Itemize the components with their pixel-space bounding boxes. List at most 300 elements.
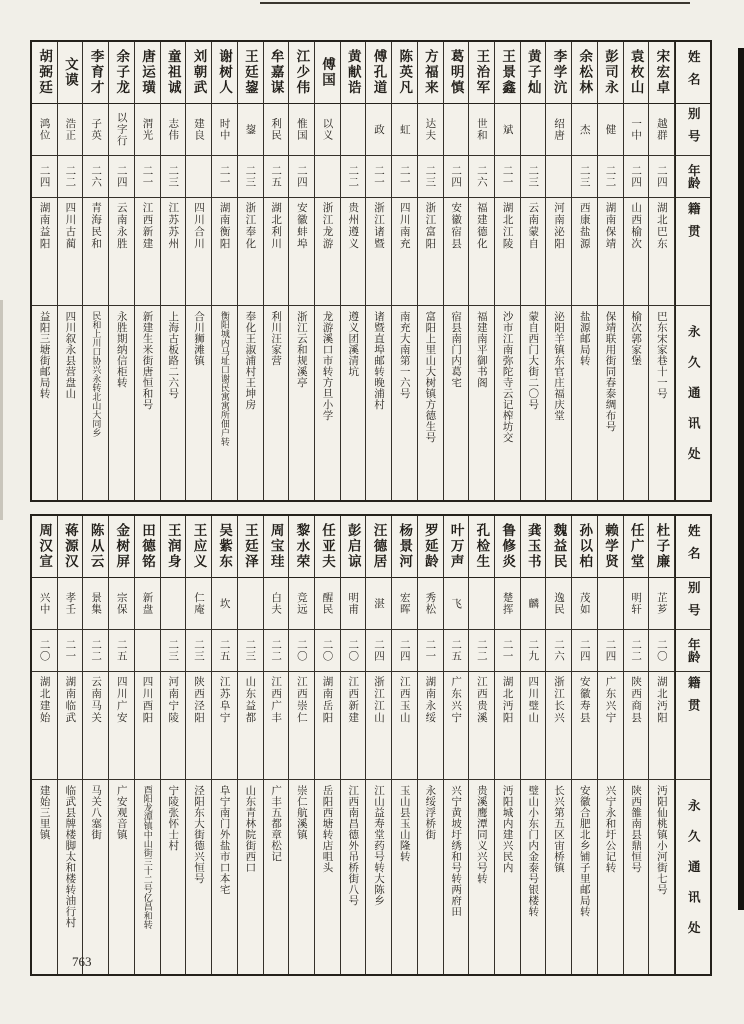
person-alias: 鋆 [244, 123, 257, 136]
person-address: 璧山小东门内金泰号银楼转 [527, 785, 540, 917]
person-age: 二六 [90, 165, 103, 188]
person-name: 周宝珪 [268, 523, 284, 570]
person-name: 鲁修炎 [500, 523, 516, 570]
person-alias: 一中 [630, 118, 643, 141]
header-address-label: 永久通讯处 [686, 799, 701, 952]
header-name-label: 姓名 [686, 524, 701, 569]
person-address: 兴宁永和圩公记转 [604, 785, 617, 873]
person-column [83, 42, 109, 500]
person-alias: 宏晖 [398, 592, 411, 615]
person-alias: 绍唐 [553, 118, 566, 141]
person-name: 余子龙 [114, 49, 130, 96]
person-alias: 仁庵 [192, 592, 205, 615]
person-address: 浙江云和规溪亭 [295, 311, 308, 388]
person-address: 新建生米街唐恒和号 [141, 311, 154, 410]
person-alias: 逸民 [553, 592, 566, 615]
person-address: 江山益寿堂药号转大陈乡 [372, 785, 385, 906]
person-native: 湖北巴东 [655, 202, 668, 250]
person-native: 安徽寿县 [578, 676, 591, 724]
person-alias: 茂如 [578, 592, 591, 615]
person-column [366, 42, 392, 500]
person-address: 四川叙永县营盘山 [64, 311, 77, 399]
person-alias: 浩正 [64, 118, 77, 141]
person-age: 二二 [347, 165, 360, 188]
person-native: 湖北沔阳 [501, 676, 514, 724]
person-column [135, 516, 161, 974]
person-column [366, 516, 392, 974]
person-native: 福建德化 [475, 202, 488, 250]
person-alias: 湛 [372, 597, 385, 610]
person-age: 二四 [630, 165, 643, 188]
person-age: 二一 [64, 639, 77, 662]
person-address: 山东青林院街西口 [244, 785, 257, 873]
person-name: 孙以柏 [577, 523, 593, 570]
person-alias: 政 [372, 123, 385, 136]
person-alias: 杰 [578, 123, 591, 136]
person-native: 河南泌阳 [553, 202, 566, 250]
person-address: 南充大南第一六号 [398, 311, 411, 399]
person-name: 方福来 [422, 49, 438, 96]
person-column [161, 42, 187, 500]
person-column [32, 516, 58, 974]
person-column [315, 516, 341, 974]
person-alias: 利民 [270, 118, 283, 141]
person-column [418, 516, 444, 974]
person-column [624, 42, 650, 500]
person-age: 二九 [527, 639, 540, 662]
person-column [58, 42, 84, 500]
person-age: 二四 [115, 165, 128, 188]
person-address: 保靖联用街同春泰绸布号 [604, 311, 617, 432]
person-native: 青海民和 [90, 202, 103, 250]
person-address: 奉化王淑浦村王坤房 [244, 311, 257, 410]
person-native: 湖南岳阳 [321, 676, 334, 724]
person-address: 陕西雒南县鼎恒号 [630, 785, 643, 873]
person-native: 山西榆次 [630, 202, 643, 250]
person-name: 王廷鋆 [242, 49, 258, 96]
person-address: 福建南平御书阁 [475, 311, 488, 388]
person-column [264, 516, 290, 974]
person-column [521, 516, 547, 974]
person-age: 二四 [295, 165, 308, 188]
person-name: 陈从云 [88, 523, 104, 570]
person-address: 龙游溪口市转方旦小学 [321, 311, 334, 421]
person-alias: 以义 [321, 118, 334, 141]
person-address: 富阳上里山大树镇方德生号 [424, 311, 437, 443]
person-name: 叶万声 [448, 523, 464, 570]
person-age: 二二 [64, 165, 77, 188]
header-age-label: 年龄 [686, 164, 701, 189]
person-name: 刘朝武 [191, 49, 207, 96]
person-column [238, 42, 264, 500]
person-name: 唐运璜 [140, 49, 156, 96]
scan-edge-smudge-left [0, 300, 3, 520]
person-name: 魏益民 [551, 523, 567, 570]
person-native: 广东兴宁 [450, 676, 463, 724]
person-native: 云南蒙自 [527, 202, 540, 250]
person-column [444, 516, 470, 974]
person-address: 榆次郭家堡 [630, 311, 643, 366]
person-name: 傅孔道 [371, 49, 387, 96]
person-alias: 以字行 [115, 112, 128, 147]
person-alias: 兴中 [38, 592, 51, 615]
person-alias: 孝壬 [64, 592, 77, 615]
person-address: 广丰五都章松记 [270, 785, 283, 862]
person-native: 安徽宿县 [450, 202, 463, 250]
person-address: 永胜期纳信柜转 [115, 311, 128, 388]
person-address: 沙市江南弥陀寺云记榨坊交 [501, 311, 514, 443]
person-column [624, 516, 650, 974]
person-name: 王应义 [191, 523, 207, 570]
person-column [649, 42, 675, 500]
person-alias: 达夫 [424, 118, 437, 141]
person-name: 吴紫东 [217, 523, 233, 570]
person-address: 盐源邮局转 [578, 311, 591, 366]
person-native: 浙江江山 [372, 676, 385, 724]
person-native: 湖南衡阳 [218, 202, 231, 250]
person-column [495, 516, 521, 974]
person-alias: 飞 [450, 597, 463, 610]
person-column [212, 42, 238, 500]
person-alias: 白夫 [270, 592, 283, 615]
person-age: 二二 [630, 639, 643, 662]
header-age-label: 年龄 [686, 638, 701, 663]
person-alias: 斌 [501, 123, 514, 136]
person-column [238, 516, 264, 974]
person-name: 傅国 [320, 57, 336, 88]
person-name: 杨景河 [397, 523, 413, 570]
person-address: 益阳三塘街邮局转 [38, 311, 51, 399]
person-age: 二二 [90, 639, 103, 662]
person-native: 湖北建始 [38, 676, 51, 724]
person-column [469, 516, 495, 974]
person-alias: 楚挥 [501, 592, 514, 615]
person-alias: 坎 [218, 597, 231, 610]
person-alias: 世和 [475, 118, 488, 141]
person-column [341, 42, 367, 500]
person-native: 湖北利川 [270, 202, 283, 250]
person-column [315, 42, 341, 500]
person-name: 田德铭 [140, 523, 156, 570]
person-column [289, 516, 315, 974]
person-age: 二三 [244, 165, 257, 188]
person-age: 二三 [167, 639, 180, 662]
person-age: 二四 [450, 165, 463, 188]
person-age: 二一 [501, 639, 514, 662]
person-alias: 麟 [527, 597, 540, 610]
person-name: 龚玉书 [525, 523, 541, 570]
person-name: 袁枚山 [628, 49, 644, 96]
person-native: 山东益都 [244, 676, 257, 724]
person-column [444, 42, 470, 500]
person-age: 二三 [424, 165, 437, 188]
person-age: 二四 [655, 165, 668, 188]
person-age: 二五 [450, 639, 463, 662]
person-column [469, 42, 495, 500]
person-name: 王景鑫 [500, 49, 516, 96]
person-column [392, 42, 418, 500]
person-age: 二六 [553, 639, 566, 662]
person-name: 胡弼廷 [37, 49, 53, 96]
person-name: 孔检生 [474, 523, 490, 570]
person-age: 二四 [372, 639, 385, 662]
person-column [212, 516, 238, 974]
person-name: 陈英凡 [397, 49, 413, 96]
person-address: 宁陵张怀士村 [167, 785, 180, 851]
directory-page [30, 40, 712, 988]
person-address: 临武县牌楼脚太和楼转油行村 [64, 785, 77, 928]
person-age: 二五 [270, 165, 283, 188]
person-native: 湖北沔阳 [655, 676, 668, 724]
person-address: 民和上川口协兴永转北山大同乡 [91, 311, 102, 437]
person-address: 沔阳城内建兴民内 [501, 785, 514, 873]
person-name: 童祖诚 [165, 49, 181, 96]
person-age: 二五 [115, 639, 128, 662]
person-age: 二三 [167, 165, 180, 188]
scan-edge-line-top [260, 2, 690, 4]
person-alias: 鸿位 [38, 118, 51, 141]
person-native: 江西贵溪 [475, 676, 488, 724]
person-name: 周汉宣 [37, 523, 53, 570]
person-age: 二二 [475, 639, 488, 662]
person-native: 四川南充 [398, 202, 411, 250]
person-native: 江西新建 [347, 676, 360, 724]
person-alias: 时中 [218, 118, 231, 141]
person-native: 四川合川 [192, 202, 205, 250]
person-name: 任广堂 [628, 523, 644, 570]
person-alias: 明甫 [347, 592, 360, 615]
scan-edge-shadow-right [738, 48, 744, 910]
person-native: 云南马关 [90, 676, 103, 724]
person-alias: 新盘 [141, 592, 154, 615]
person-name: 蒋源汉 [62, 523, 78, 570]
person-name: 任亚夫 [320, 523, 336, 570]
person-alias: 志伟 [167, 118, 180, 141]
person-alias: 健 [604, 123, 617, 136]
person-name: 李育才 [88, 49, 104, 96]
person-column [109, 516, 135, 974]
header-alias-label: 别号 [686, 107, 701, 152]
person-native: 贵州遵义 [347, 202, 360, 250]
person-address: 玉山县玉山隆转 [398, 785, 411, 862]
person-name: 黎水荣 [294, 523, 310, 570]
person-address: 长兴第五区宙桥镇 [553, 785, 566, 873]
person-address: 巴东宋家巷十一号 [655, 311, 668, 399]
person-name: 李学沆 [551, 49, 567, 96]
person-column [264, 42, 290, 500]
registry-table-upper [30, 40, 712, 502]
person-address: 遵义团溪清坑 [347, 311, 360, 377]
person-address: 崇仁航溪镇 [295, 785, 308, 840]
person-address: 诸暨直埠邮转晚浦村 [372, 311, 385, 410]
person-age: 二五 [218, 639, 231, 662]
person-age: 二〇 [295, 639, 308, 662]
person-alias: 宗保 [115, 592, 128, 615]
person-age: 二四 [398, 639, 411, 662]
person-age: 二三 [192, 639, 205, 662]
header-name-label: 姓名 [686, 50, 701, 95]
person-address: 安徽合肥北乡铺子里邮局转 [578, 785, 591, 917]
person-name: 江少伟 [294, 49, 310, 96]
person-address: 沔阳仙桃镇小河街七号 [655, 785, 668, 895]
person-native: 江西广丰 [270, 676, 283, 724]
person-age: 二〇 [38, 639, 51, 662]
person-name: 王润身 [165, 523, 181, 570]
person-column [572, 516, 598, 974]
person-name: 汪德居 [371, 523, 387, 570]
person-name: 牟嘉谋 [268, 49, 284, 96]
person-name: 彭司永 [602, 49, 618, 96]
person-native: 江西玉山 [398, 676, 411, 724]
person-column [418, 42, 444, 500]
person-native: 江苏阜宁 [218, 676, 231, 724]
person-native: 浙江奉化 [244, 202, 257, 250]
person-age: 二一 [424, 639, 437, 662]
person-column [109, 42, 135, 500]
person-alias: 芷芗 [655, 592, 668, 615]
person-name: 谢树人 [217, 49, 233, 96]
person-address: 泾阳东大街德兴恒号 [192, 785, 205, 884]
person-age: 二二 [270, 639, 283, 662]
person-name: 葛明慎 [448, 49, 464, 96]
person-name: 王廷泽 [242, 523, 258, 570]
person-address: 上海古板路二六号 [167, 311, 180, 399]
person-native: 安徽蚌埠 [295, 202, 308, 250]
person-column [83, 516, 109, 974]
person-address: 建始三里镇 [38, 785, 51, 840]
person-column [598, 516, 624, 974]
person-name: 黄子灿 [525, 49, 541, 96]
person-native: 浙江龙游 [321, 202, 334, 250]
person-name: 文谟 [62, 57, 78, 88]
person-column [186, 42, 212, 500]
person-address: 永绥浮桥街 [424, 785, 437, 840]
person-native: 江苏苏州 [167, 202, 180, 250]
person-native: 广东兴宁 [604, 676, 617, 724]
person-age: 二四 [604, 639, 617, 662]
person-native: 湖南永绥 [424, 676, 437, 724]
person-age: 二一 [398, 165, 411, 188]
person-address: 泌阳羊镇东官庄福庆堂 [553, 311, 566, 421]
person-address: 阜宁南门外盐市口本宅 [218, 785, 231, 895]
person-column [289, 42, 315, 500]
person-column [572, 42, 598, 500]
person-age: 二四 [578, 639, 591, 662]
person-age: 二三 [244, 639, 257, 662]
person-alias: 建良 [192, 118, 205, 141]
person-native: 四川古蔺 [64, 202, 77, 250]
person-alias: 子英 [90, 118, 103, 141]
person-alias: 秀松 [424, 592, 437, 615]
person-native: 四川酉阳 [141, 676, 154, 724]
person-column [546, 42, 572, 500]
person-native: 浙江富阳 [424, 202, 437, 250]
person-age: 二二 [604, 165, 617, 188]
header-native-label: 籍贯 [686, 676, 701, 721]
person-address: 马关八塞街 [90, 785, 103, 840]
person-alias: 越群 [655, 118, 668, 141]
person-native: 湖北江陵 [501, 202, 514, 250]
header-column [675, 516, 710, 974]
person-age: 二四 [38, 165, 51, 188]
person-address: 岳阳西塘转店咀头 [321, 785, 334, 873]
person-name: 金树屏 [114, 523, 130, 570]
header-address-label: 永久通讯处 [686, 325, 701, 478]
person-column [495, 42, 521, 500]
header-column [675, 42, 710, 500]
person-column [161, 516, 187, 974]
person-alias: 明轩 [630, 592, 643, 615]
person-name: 黄献诰 [345, 49, 361, 96]
person-age: 二三 [527, 165, 540, 188]
person-age: 二〇 [347, 639, 360, 662]
person-alias: 渭光 [141, 118, 154, 141]
person-age: 二一 [218, 165, 231, 188]
person-column [186, 516, 212, 974]
page-number: 763 [72, 954, 92, 969]
person-age: 二三 [578, 165, 591, 188]
person-native: 浙江诸暨 [372, 202, 385, 250]
person-name: 余松林 [577, 49, 593, 96]
person-address: 蒙自西门大街二〇号 [527, 311, 540, 410]
person-address: 酉阳龙潭镇中山街三十二号亿昌和转 [142, 785, 153, 929]
person-name: 宋宏卓 [654, 49, 670, 96]
person-address: 贵溪鹰潭同义兴号转 [475, 785, 488, 884]
person-column [521, 42, 547, 500]
person-age: 二〇 [655, 639, 668, 662]
person-alias: 景集 [90, 592, 103, 615]
person-alias: 竞远 [295, 592, 308, 615]
person-native: 浙江长兴 [553, 676, 566, 724]
person-native: 四川广安 [115, 676, 128, 724]
person-address: 衡阳城内马址口谢民寓寓所佃户转 [219, 311, 230, 446]
person-native: 西康盐源 [578, 202, 591, 250]
registry-table-lower [30, 514, 712, 976]
person-address: 兴宁黄坡圩绣和号转两府田 [450, 785, 463, 917]
person-column [58, 516, 84, 974]
person-column [392, 516, 418, 974]
person-age: 二〇 [321, 639, 334, 662]
person-address: 广安观音镇 [115, 785, 128, 840]
person-native: 陕西泾阳 [192, 676, 205, 724]
person-column [598, 42, 624, 500]
person-address: 利川汪家营 [270, 311, 283, 366]
person-name: 彭启谅 [345, 523, 361, 570]
person-native: 云南永胜 [115, 202, 128, 250]
person-native: 河南宁陵 [167, 676, 180, 724]
person-column [649, 516, 675, 974]
person-address: 合川狮滩镇 [192, 311, 205, 366]
person-column [32, 42, 58, 500]
person-name: 杜子廉 [654, 523, 670, 570]
person-native: 湖南临武 [64, 676, 77, 724]
person-native: 四川璧山 [527, 676, 540, 724]
person-alias: 虹 [398, 123, 411, 136]
person-native: 江西新建 [141, 202, 154, 250]
person-address: 江西南昌德外吊桥街八号 [347, 785, 360, 906]
person-name: 罗延龄 [422, 523, 438, 570]
person-native: 湖南益阳 [38, 202, 51, 250]
person-native: 湖南保靖 [604, 202, 617, 250]
person-age: 二一 [372, 165, 385, 188]
person-native: 陕西商县 [630, 676, 643, 724]
person-alias: 醒民 [321, 592, 334, 615]
person-age: 二一 [501, 165, 514, 188]
person-native: 江西崇仁 [295, 676, 308, 724]
person-column [546, 516, 572, 974]
person-address: 宿县南门内葛宅 [450, 311, 463, 388]
header-native-label: 籍贯 [686, 202, 701, 247]
